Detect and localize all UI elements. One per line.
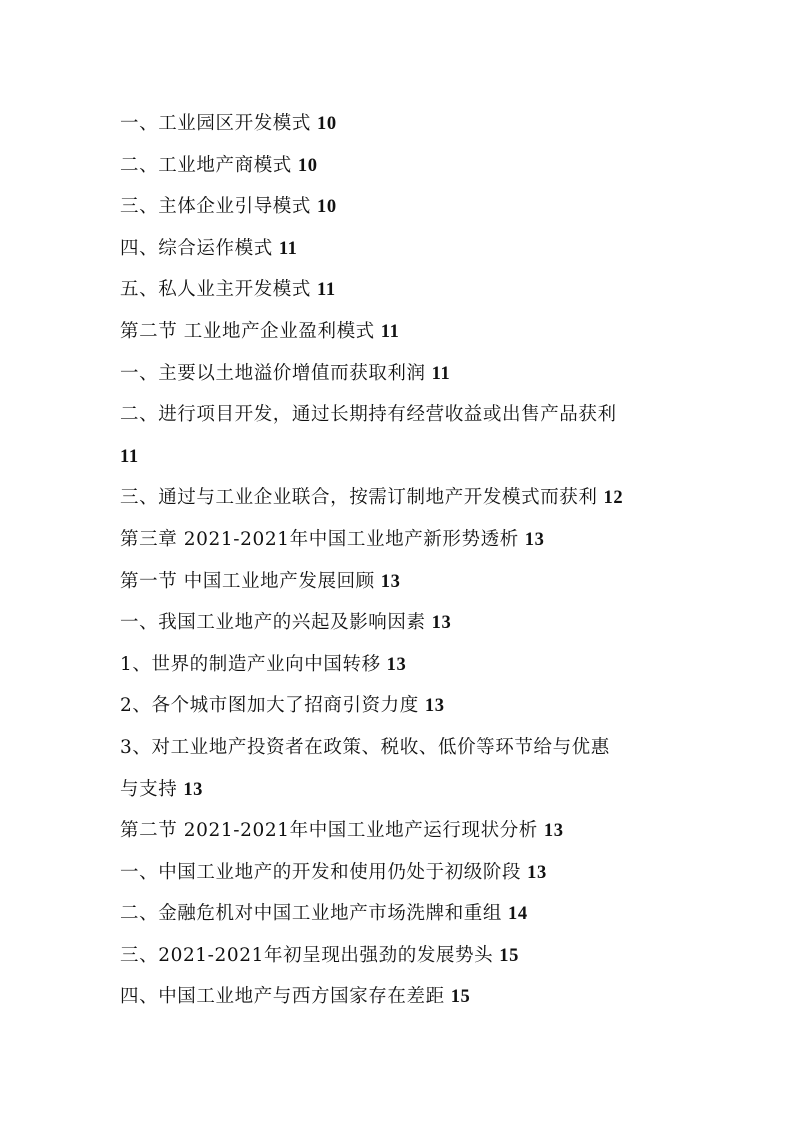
toc-entry-text: 一、工业园区开发模式 <box>120 113 312 134</box>
toc-section-heading <box>120 311 690 353</box>
toc-entry-page: 15 <box>450 987 471 1008</box>
toc-entry <box>120 685 690 727</box>
toc-entry-text: 第一节 中国工业地产发展回顾 <box>120 570 375 592</box>
toc-entry-page: 13 <box>183 779 204 800</box>
toc-entry <box>120 602 690 644</box>
toc-entry-text: 第三章 2021-2021年中国工业地产新形势透析 <box>120 528 519 550</box>
toc-entry <box>120 145 690 187</box>
toc-entry <box>120 228 690 270</box>
toc-entry-page: 10 <box>317 114 337 134</box>
toc-entry-page: 15 <box>499 945 519 966</box>
toc-entry-page: 11 <box>120 446 139 467</box>
toc-entry-page: 13 <box>386 654 407 675</box>
toc-entry-page: 13 <box>431 613 452 634</box>
toc-entry <box>120 976 690 1018</box>
toc-entry-text: 2、各个城市图加大了招商引资力度 <box>120 695 419 717</box>
toc-entry-text: 三、主体企业引导模式 <box>120 196 312 218</box>
toc-entry <box>120 353 690 395</box>
toc-entry-text: 1、世界的制造产业向中国转移 <box>120 653 381 675</box>
toc-entry <box>120 727 690 769</box>
toc-entry-text: 一、主要以土地溢价增值而获取利润 <box>120 362 426 384</box>
toc-entry <box>120 477 690 519</box>
toc-entry-page: 10 <box>317 197 337 218</box>
toc-entry-page: 13 <box>524 529 545 550</box>
toc-entry-page: 13 <box>543 821 564 842</box>
toc-entry-text: 一、中国工业地产的开发和使用仍处于初级阶段 <box>120 861 522 883</box>
toc-entry-text: 二、进行项目开发，通过长期持有经营收益或出售产品获利 <box>120 404 617 426</box>
toc-entry-text: 一、我国工业地产的兴起及影响因素 <box>120 612 426 634</box>
toc-entry-page: 11 <box>431 363 451 384</box>
toc-entry-text: 四、中国工业地产与西方国家存在差距 <box>120 986 445 1008</box>
toc-entry-text: 与支持 <box>120 778 178 800</box>
toc-section-heading <box>120 561 690 603</box>
toc-entry-text: 四、综合运作模式 <box>120 237 273 259</box>
toc-entry <box>120 893 690 935</box>
toc-entry <box>120 644 690 686</box>
toc-entry-page: 10 <box>297 155 318 176</box>
toc-entry-page: 14 <box>508 904 528 925</box>
toc-entry <box>120 394 690 436</box>
toc-entry-page: 13 <box>380 571 401 592</box>
toc-entry <box>120 852 690 894</box>
toc-entry <box>120 269 690 311</box>
toc-entry-page: 11 <box>380 321 400 342</box>
toc-entry-page: 11 <box>317 280 336 301</box>
toc-entry <box>120 103 690 145</box>
table-of-contents <box>120 103 690 1018</box>
toc-entry-page: 13 <box>424 696 445 717</box>
toc-entry-continuation <box>120 436 690 478</box>
toc-entry-continuation <box>120 769 690 811</box>
toc-entry <box>120 935 690 977</box>
toc-entry <box>120 186 690 228</box>
toc-entry-page: 12 <box>603 488 624 509</box>
toc-entry-text: 二、工业地产商模式 <box>120 154 292 176</box>
toc-entry-text: 第二节 2021-2021年中国工业地产运行现状分析 <box>120 820 538 842</box>
toc-entry-page: 13 <box>527 862 547 883</box>
toc-entry-text: 三、通过与工业企业联合，按需订制地产开发模式而获利 <box>120 487 598 509</box>
toc-chapter-heading <box>120 519 690 561</box>
toc-entry-text: 五、私人业主开发模式 <box>120 279 312 301</box>
toc-entry-text: 二、金融危机对中国工业地产市场洗牌和重组 <box>120 903 503 925</box>
toc-entry-text: 第二节 工业地产企业盈利模式 <box>120 320 375 342</box>
toc-entry-page: 11 <box>278 238 298 259</box>
toc-entry-text: 3、对工业地产投资者在政策、税收、低价等环节给与优惠 <box>120 736 610 758</box>
toc-entry-text: 三、2021-2021年初呈现出强劲的发展势头 <box>120 944 494 966</box>
toc-section-heading <box>120 810 690 852</box>
